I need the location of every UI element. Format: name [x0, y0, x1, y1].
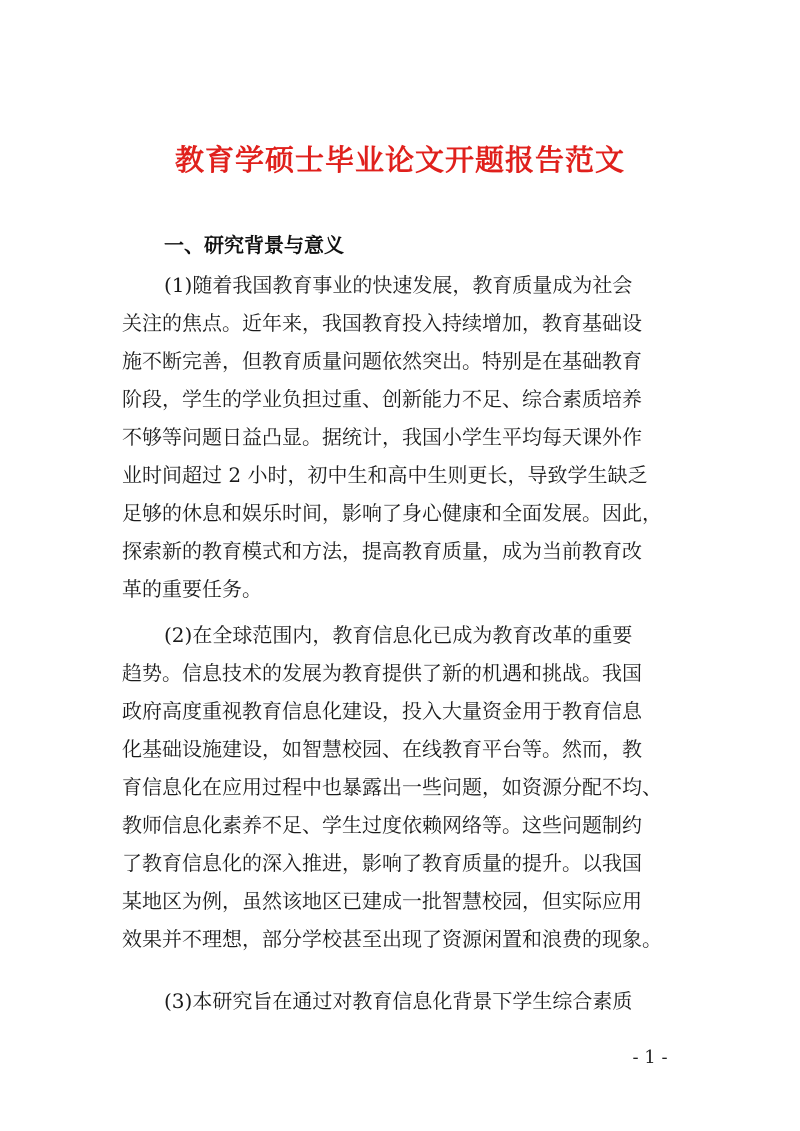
paragraph-2-line: 化基础设施建设，如智慧校园、在线教育平台等。然而，教 [122, 737, 642, 761]
paragraph-2-line: 政府高度重视教育信息化建设，投入大量资金用于教育信息 [122, 699, 642, 723]
paragraph-1-line: (1)随着我国教育事业的快速发展，教育质量成为社会 [164, 273, 633, 297]
paragraph-2-line: 教师信息化素养不足、学生过度依赖网络等。这些问题制约 [122, 813, 642, 837]
paragraph-2-line: 趋势。信息技术的发展为教育提供了新的机遇和挑战。我国 [122, 661, 642, 685]
section-heading: 一、研究背景与意义 [164, 233, 344, 257]
paragraph-2-line: (2)在全球范围内，教育信息化已成为教育改革的重要 [164, 623, 633, 647]
document-title: 教育学硕士毕业论文开题报告范文 [174, 143, 625, 177]
paragraph-2-line: 育信息化在应用过程中也暴露出一些问题，如资源分配不均、 [122, 775, 662, 799]
paragraph-1-line: 关注的焦点。近年来，我国教育投入持续增加，教育基础设 [122, 311, 642, 335]
paragraph-1-line: 业时间超过 2 小时，初中生和高中生则更长，导致学生缺乏 [122, 463, 648, 487]
paragraph-1-line: 不够等问题日益凸显。据统计，我国小学生平均每天课外作 [122, 425, 642, 449]
paragraph-1-line: 足够的休息和娱乐时间，影响了身心健康和全面发展。因此， [122, 501, 662, 525]
paragraph-1-line: 革的重要任务。 [122, 577, 262, 601]
paragraph-1-line: 探索新的教育模式和方法，提高教育质量，成为当前教育改 [122, 539, 642, 563]
paragraph-2-line: 效果并不理想，部分学校甚至出现了资源闲置和浪费的现象。 [122, 927, 662, 951]
paragraph-2-line: 了教育信息化的深入推进，影响了教育质量的提升。以我国 [122, 851, 642, 875]
paragraph-2-line: 某地区为例，虽然该地区已建成一批智慧校园，但实际应用 [122, 889, 642, 913]
page-number: - 1 - [632, 1047, 668, 1068]
paragraph-1-line: 施不断完善，但教育质量问题依然突出。特别是在基础教育 [122, 349, 642, 373]
paragraph-3-line: (3)本研究旨在通过对教育信息化背景下学生综合素质 [164, 989, 633, 1013]
paragraph-1-line: 阶段，学生的学业负担过重、创新能力不足、综合素质培养 [122, 387, 642, 411]
